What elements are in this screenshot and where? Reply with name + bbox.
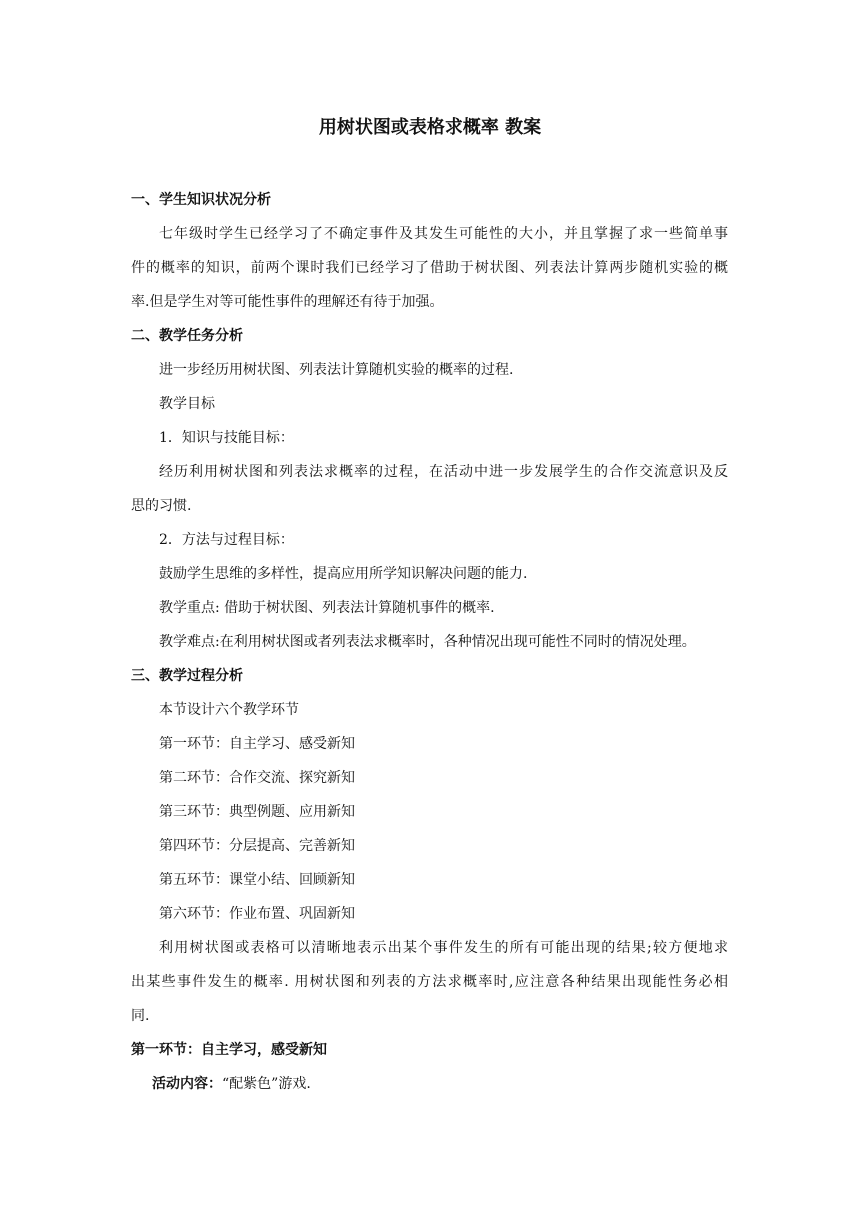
goal-1-title: 1．知识与技能目标： — [159, 430, 294, 446]
paragraph-line: 件的概率的知识，前两个课时我们已经学习了借助于树状图、列表法计算两步随机实验的概 — [131, 260, 728, 276]
paragraph-line: 思的习惯. — [131, 498, 192, 514]
paragraph-line: 鼓励学生思维的多样性，提高应用所学知识解决问题的能力. — [159, 566, 528, 582]
paragraph-line: 经历利用树状图和列表法求概率的过程，在活动中进一步发展学生的合作交流意识及反 — [159, 464, 728, 480]
section-heading-1: 一、学生知识状况分析 — [131, 192, 271, 208]
key-point: 教学重点: 借助于树状图、列表法计算随机事件的概率. — [159, 600, 495, 616]
section-heading-2: 二、教学任务分析 — [131, 328, 243, 344]
page-title: 用树状图或表格求概率 教案 — [318, 117, 542, 138]
step-item: 第二环节：合作交流、探究新知 — [159, 770, 355, 786]
step-item: 第五环节：课堂小结、回顾新知 — [159, 872, 355, 888]
section-heading-3: 三、教学过程分析 — [131, 668, 243, 684]
paragraph-line: 本节设计六个教学环节 — [159, 702, 299, 718]
activity-label: 活动内容： — [152, 1076, 222, 1092]
paragraph-line: 七年级时学生已经学习了不确定事件及其发生可能性的大小，并且掌握了求一些简单事 — [159, 226, 728, 242]
paragraph-line: 利用树状图或表格可以清晰地表示出某个事件发生的所有可能出现的结果;较方便地求 — [159, 940, 728, 956]
activity-line — [152, 1074, 311, 1094]
paragraph-line: 率.但是学生对等可能性事件的理解还有待于加强。 — [131, 294, 444, 310]
step-item: 第三环节：典型例题、应用新知 — [159, 804, 355, 820]
paragraph-line: 进一步经历用树状图、列表法计算随机实验的概率的过程. — [159, 362, 514, 378]
step-item: 第四环节：分层提高、完善新知 — [159, 838, 355, 854]
paragraph-line: 同. — [131, 1008, 150, 1024]
paragraph-line: 出某些事件发生的概率. 用树状图和列表的方法求概率时,应注意各种结果出现能性务必相 — [131, 974, 728, 990]
activity-text: “配紫色”游戏. — [222, 1076, 311, 1092]
step-1-heading: 第一环节：自主学习，感受新知 — [131, 1042, 327, 1058]
difficulty: 教学难点:在利用树状图或者列表法求概率时，各种情况出现可能性不同时的情况处理。 — [159, 634, 696, 650]
step-item: 第一环节：自主学习、感受新知 — [159, 736, 355, 752]
step-item: 第六环节：作业布置、巩固新知 — [159, 906, 355, 922]
goal-2-title: 2．方法与过程目标： — [159, 532, 294, 548]
goals-label: 教学目标 — [159, 396, 215, 412]
